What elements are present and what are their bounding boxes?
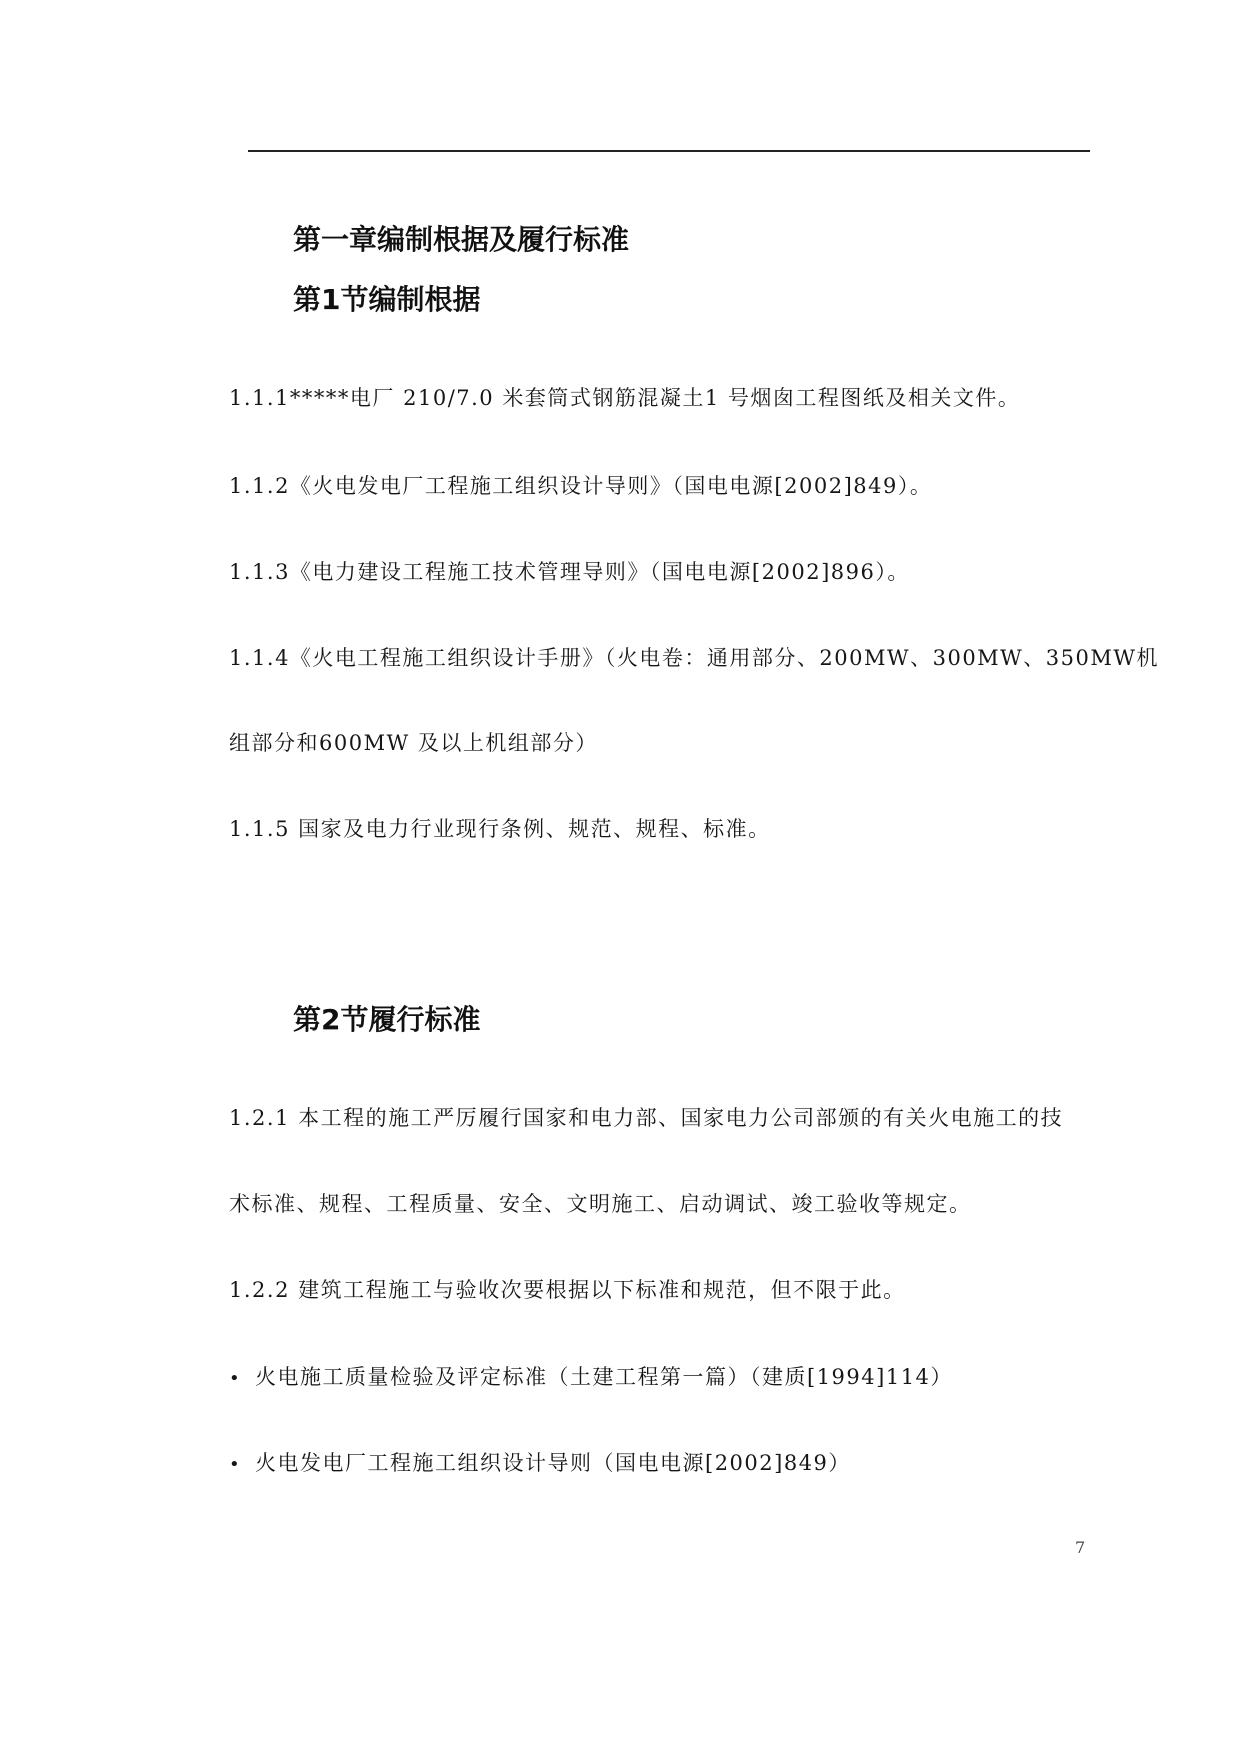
bullet-icon: • bbox=[229, 1454, 242, 1475]
bullet-text: 火电施工质量检验及评定标准（土建工程第一篇）（建质[1994]114） bbox=[255, 1365, 953, 1389]
section1-item-3: 1.1.3《电力建设工程施工技术管理导则》（国电电源[2002]896）。 bbox=[229, 560, 910, 584]
bullet-text: 火电发电厂工程施工组织设计导则（国电电源[2002]849） bbox=[255, 1451, 851, 1475]
bullet-item bbox=[229, 1448, 851, 1480]
section2-item-2: 1.2.2 建筑工程施工与验收次要根据以下标准和规范，但不限于此。 bbox=[229, 1278, 906, 1302]
section1-item-2: 1.1.2《火电发电厂工程施工组织设计导则》（国电电源[2002]849）。 bbox=[229, 474, 933, 498]
chapter-title: 第一章编制根据及履行标准 bbox=[293, 223, 630, 256]
section1-item-4: 1.1.4《火电工程施工组织设计手册》（火电卷：通用部分、200MW、300MW、350MW机 bbox=[229, 646, 1159, 670]
section1-item-4-continued: 组部分和600MW 及以上机组部分） bbox=[229, 731, 598, 755]
section2-title: 第2节履行标准 bbox=[293, 1003, 481, 1036]
section1-item-5: 1.1.5 国家及电力行业现行条例、规范、规程、标准。 bbox=[229, 817, 771, 841]
bullet-item bbox=[229, 1362, 953, 1394]
section2-item-1: 1.2.1 本工程的施工严厉履行国家和电力部、国家电力公司部颁的有关火电施工的技 bbox=[229, 1106, 1064, 1130]
section1-item-1: 1.1.1*****电厂 210/7.0 米套筒式钢筋混凝土1 号烟囱工程图纸及相关文件。 bbox=[229, 386, 1021, 410]
header-rule bbox=[248, 150, 1090, 152]
section2-item-1-continued: 术标准、规程、工程质量、安全、文明施工、启动调试、竣工验收等规定。 bbox=[229, 1192, 972, 1216]
bullet-icon: • bbox=[229, 1368, 242, 1389]
section1-title: 第1节编制根据 bbox=[293, 283, 481, 316]
page-number: 7 bbox=[1075, 1538, 1086, 1557]
